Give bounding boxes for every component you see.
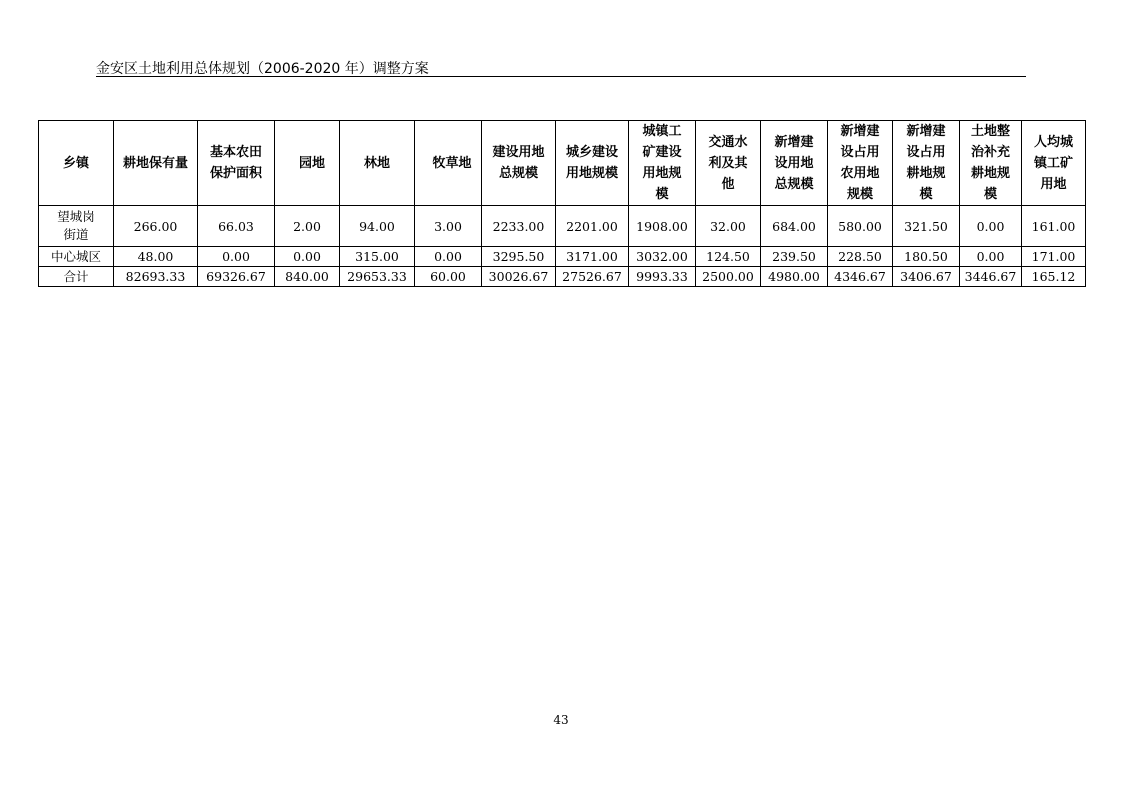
table-cell: 684.00 [761,206,828,247]
table-row [39,206,1086,247]
town-name-cell: 中心城区 [39,247,114,267]
table-cell: 27526.67 [556,267,629,287]
column-header: 建设用地总规模 [482,121,556,206]
table-cell: 3032.00 [629,247,696,267]
column-header: 人均城镇工矿用地 [1022,121,1086,206]
table-cell: 840.00 [275,267,340,287]
column-header: 园地 [275,121,340,206]
table-cell: 66.03 [198,206,275,247]
total-label-cell: 合计 [39,267,114,287]
column-header: 交通水利及其他 [696,121,761,206]
table-cell: 2500.00 [696,267,761,287]
table-cell: 9993.33 [629,267,696,287]
column-header: 土地整治补充耕地规模 [960,121,1022,206]
table-header-row [39,121,1086,206]
table-cell: 321.50 [893,206,960,247]
table-cell: 165.12 [1022,267,1086,287]
table-cell: 60.00 [415,267,482,287]
column-header: 林地 [340,121,415,206]
table-cell: 82693.33 [114,267,198,287]
table-cell: 2201.00 [556,206,629,247]
land-use-planning-table [38,120,1086,287]
table-cell: 0.00 [275,247,340,267]
table-cell: 3171.00 [556,247,629,267]
table-cell: 580.00 [828,206,893,247]
table-cell: 29653.33 [340,267,415,287]
table-cell: 0.00 [960,247,1022,267]
table-cell: 0.00 [415,247,482,267]
table-cell: 2233.00 [482,206,556,247]
column-header: 牧草地 [415,121,482,206]
column-header: 新增建设占用耕地规模 [893,121,960,206]
table-cell: 3.00 [415,206,482,247]
table-cell: 171.00 [1022,247,1086,267]
table-cell: 3295.50 [482,247,556,267]
table-cell: 239.50 [761,247,828,267]
table-cell: 3446.67 [960,267,1022,287]
table-cell: 4980.00 [761,267,828,287]
column-header: 乡镇 [39,121,114,206]
table-cell: 161.00 [1022,206,1086,247]
table-cell: 2.00 [275,206,340,247]
column-header: 基本农田保护面积 [198,121,275,206]
column-header: 城乡建设用地规模 [556,121,629,206]
town-name-cell: 望城岗街道 [39,206,114,247]
column-header: 城镇工矿建设用地规模 [629,121,696,206]
table-row [39,247,1086,267]
table-cell: 180.50 [893,247,960,267]
header-divider [96,76,1026,77]
table-row-total [39,267,1086,287]
table-cell: 315.00 [340,247,415,267]
table-cell: 1908.00 [629,206,696,247]
document-header-title: 金安区土地利用总体规划（2006-2020 年）调整方案 [96,61,429,77]
column-header: 新增建设占用农用地规模 [828,121,893,206]
table-cell: 0.00 [960,206,1022,247]
table-cell: 30026.67 [482,267,556,287]
table-cell: 124.50 [696,247,761,267]
table-cell: 69326.67 [198,267,275,287]
table-cell: 94.00 [340,206,415,247]
table-cell: 4346.67 [828,267,893,287]
page-number: 43 [553,713,569,727]
table-cell: 32.00 [696,206,761,247]
table-cell: 3406.67 [893,267,960,287]
column-header: 耕地保有量 [114,121,198,206]
table-cell: 0.00 [198,247,275,267]
table-cell: 228.50 [828,247,893,267]
table-cell: 48.00 [114,247,198,267]
table-cell: 266.00 [114,206,198,247]
column-header: 新增建设用地总规模 [761,121,828,206]
